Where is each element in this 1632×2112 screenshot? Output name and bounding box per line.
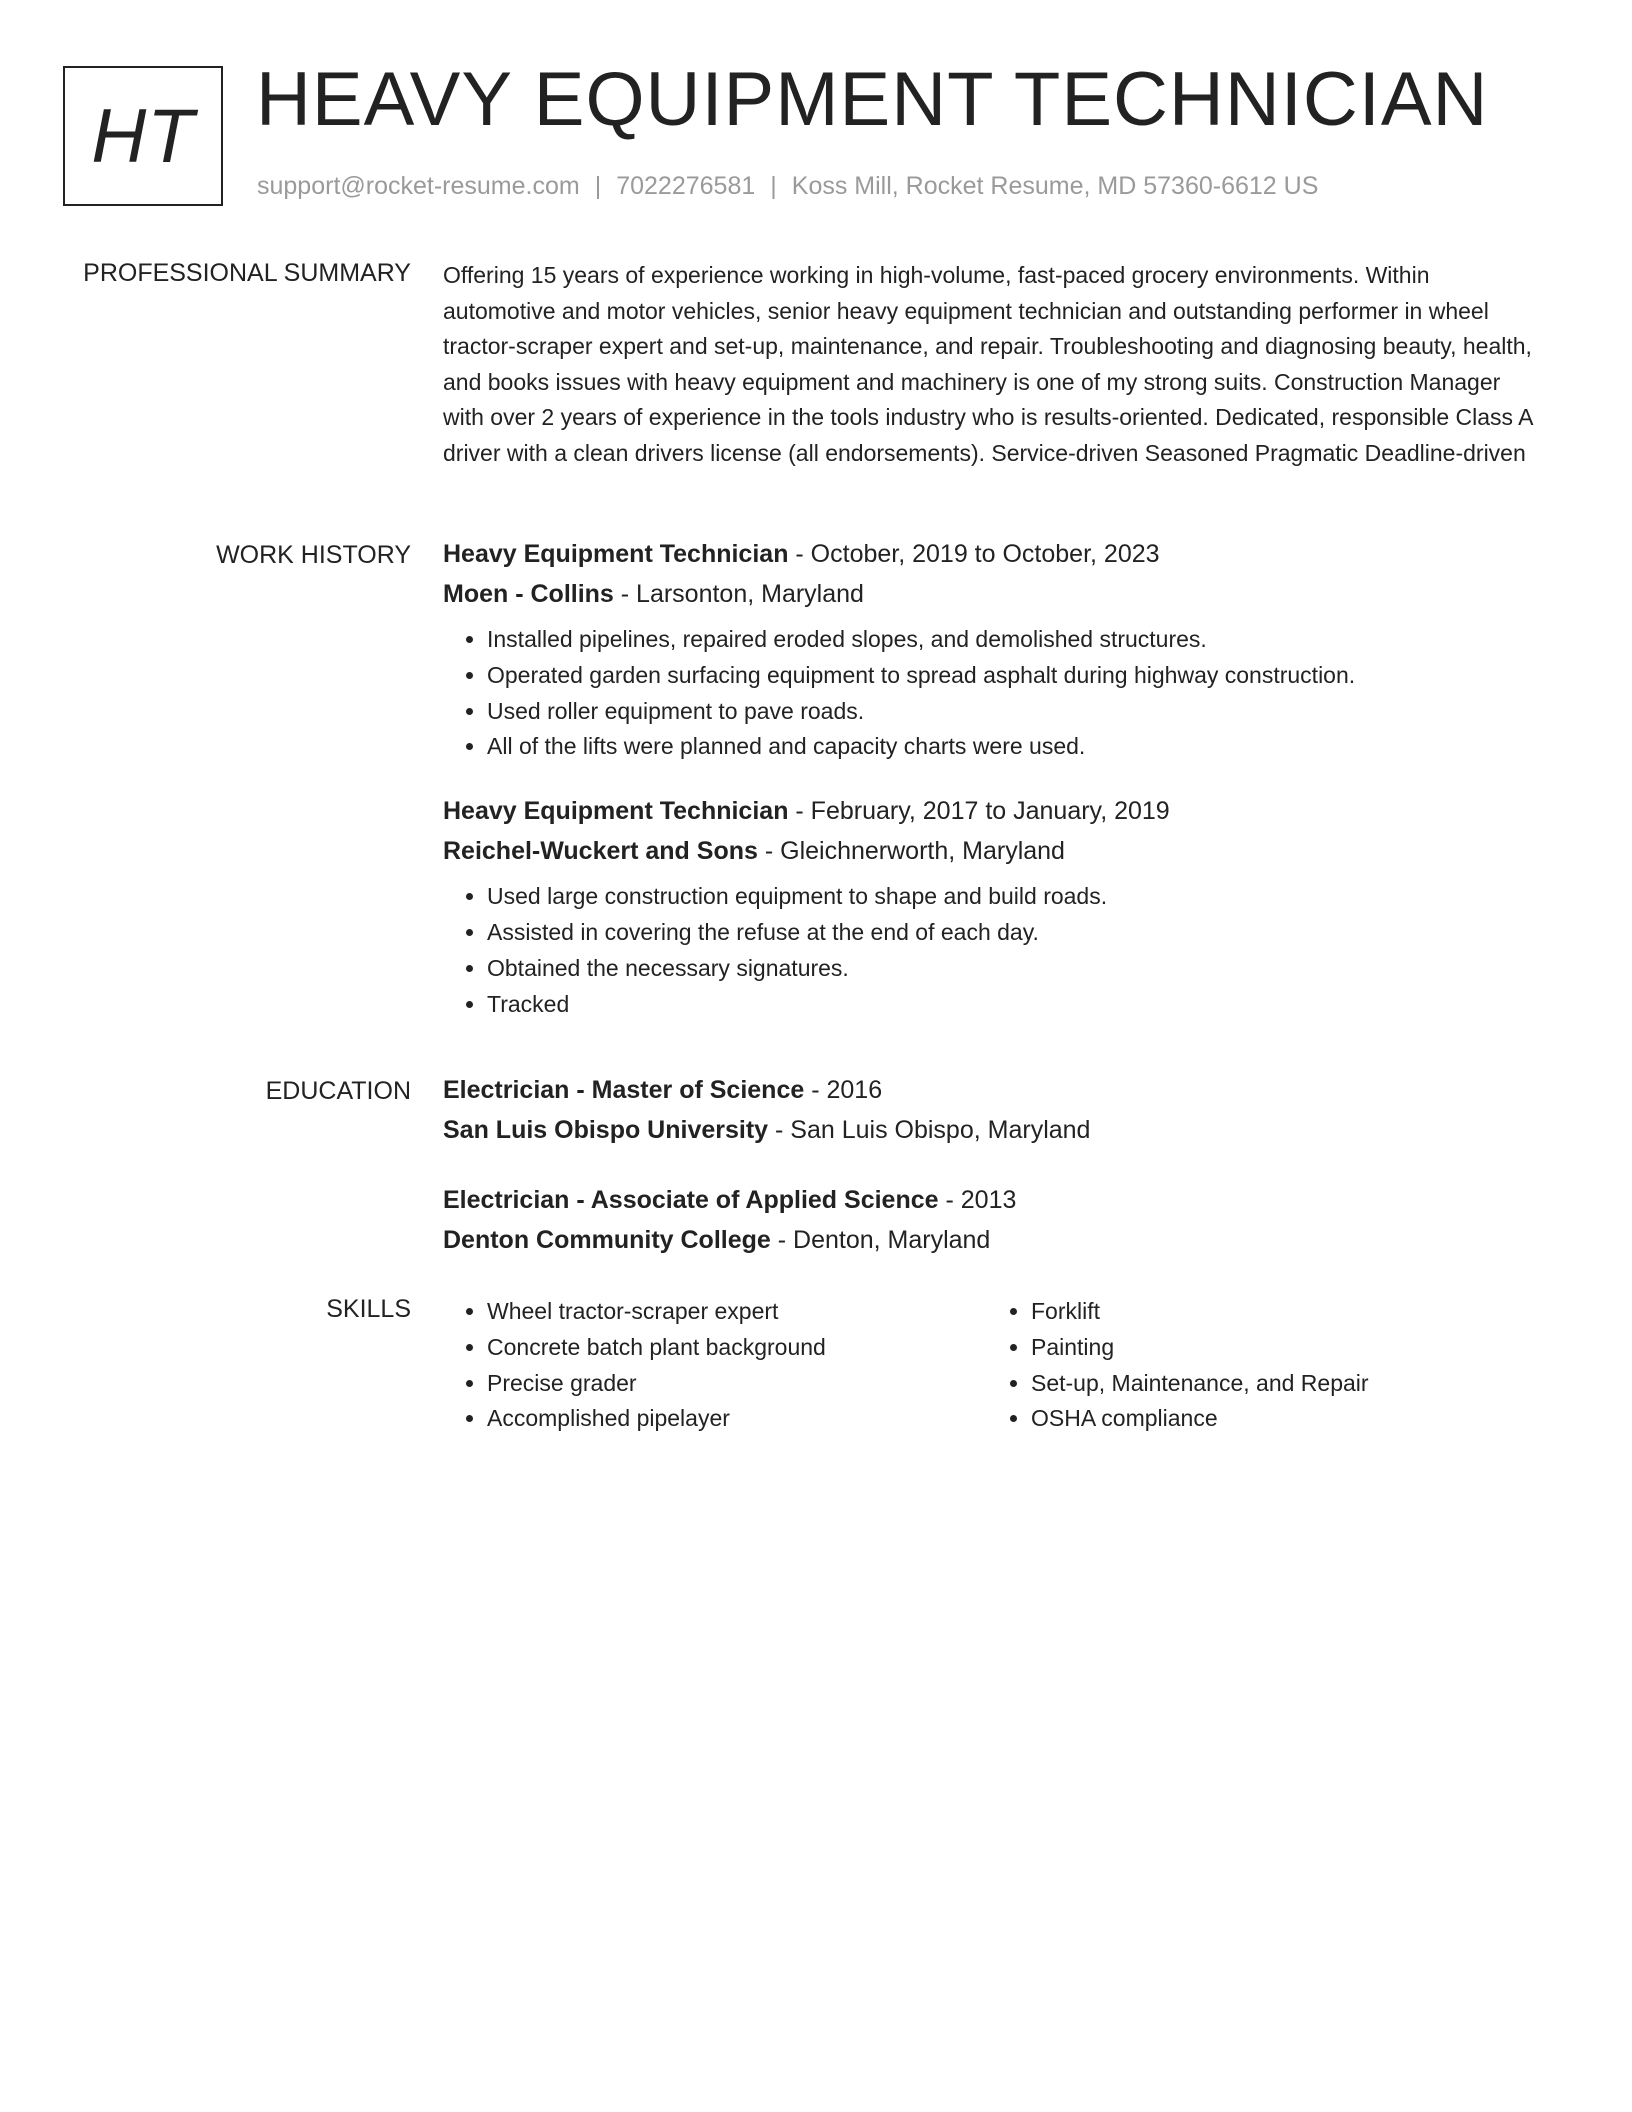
job-dates: - February, 2017 to January, 2019 xyxy=(788,797,1170,826)
skill-item: • Set-up, Maintenance, and Repair xyxy=(1031,1366,1531,1402)
job-company-line xyxy=(443,574,1543,614)
skills-list xyxy=(443,1294,987,1437)
contact-email: support@rocket-resume.com xyxy=(257,172,580,200)
skills-column-right xyxy=(987,1294,1531,1437)
education-school-line xyxy=(443,1220,1543,1260)
section-label-summary: PROFESSIONAL SUMMARY xyxy=(83,259,411,287)
monogram-box xyxy=(63,66,223,206)
job-title-line xyxy=(443,534,1543,574)
education-location: - San Luis Obispo, Maryland xyxy=(768,1116,1091,1144)
job-title-line xyxy=(443,791,1543,831)
job-bullet: • Used large construction equipment to shape and build roads. xyxy=(487,879,1543,915)
job-location: - Larsonton, Maryland xyxy=(613,580,864,608)
skill-item: • Wheel tractor-scraper expert xyxy=(487,1294,987,1330)
summary-text: Offering 15 years of experience working in high-volume, fast-paced grocery environments. Within automotive and motor vehicles, senior heavy equipment technician and outstanding performer in wheel tractor-scraper expert and set-up, maintenance, and repair. Troubleshooting and diagnosing beauty, health, and books issues with heavy equipment and machinery is one of my strong suits. Construction Manager with over 2 years of experience in the tools industry who is results-oriented. Dedicated, responsible Class A driver with a clean drivers license (all endorsements). Service-driven Seasoned Pragmatic Deadline-driven xyxy=(443,262,1533,466)
education-school: Denton Community College xyxy=(443,1226,771,1254)
education-entry xyxy=(443,1070,1543,1150)
contact-line xyxy=(257,172,1318,201)
education-degree: Electrician - Master of Science xyxy=(443,1076,805,1104)
job-bullet: • Operated garden surfacing equipment to spread asphalt during highway construction. xyxy=(487,658,1543,694)
job-location: - Gleichnerworth, Maryland xyxy=(757,837,1065,866)
skills-grid xyxy=(443,1294,1543,1437)
section-label-education: EDUCATION xyxy=(265,1077,411,1105)
contact-separator: | xyxy=(594,172,602,200)
education-degree: Electrician - Associate of Applied Science xyxy=(443,1186,939,1214)
contact-phone: 7022276581 xyxy=(616,172,756,200)
job-title: Heavy Equipment Technician xyxy=(443,797,789,826)
job-bullet: • Tracked xyxy=(487,987,1543,1023)
resume-title: HEAVY EQUIPMENT TECHNICIAN xyxy=(256,57,1489,142)
education-year: - 2013 xyxy=(938,1186,1017,1214)
education-school: San Luis Obispo University xyxy=(443,1116,769,1144)
section-label-work-history: WORK HISTORY xyxy=(216,541,411,569)
education-school-line xyxy=(443,1110,1543,1150)
education-year: - 2016 xyxy=(804,1076,883,1104)
job-title: Heavy Equipment Technician xyxy=(443,540,789,568)
job-company-line xyxy=(443,831,1543,871)
job-entry xyxy=(443,791,1543,1022)
job-dates: - October, 2019 to October, 2023 xyxy=(788,540,1160,568)
skills-list xyxy=(987,1294,1531,1437)
skill-item: • Accomplished pipelayer xyxy=(487,1401,987,1437)
job-company: Moen - Collins xyxy=(443,580,614,608)
skill-item: • Forklift xyxy=(1031,1294,1531,1330)
job-bullets xyxy=(443,622,1543,765)
job-bullets xyxy=(443,879,1543,1022)
job-company: Reichel-Wuckert and Sons xyxy=(443,837,758,866)
monogram-initials: HT xyxy=(91,93,195,179)
skill-item: • Painting xyxy=(1031,1330,1531,1366)
skill-item: • Concrete batch plant background xyxy=(487,1330,987,1366)
education-location: - Denton, Maryland xyxy=(770,1226,991,1254)
job-bullet: • Obtained the necessary signatures. xyxy=(487,951,1543,987)
contact-address: Koss Mill, Rocket Resume, MD 57360-6612 US xyxy=(791,172,1319,200)
contact-separator: | xyxy=(770,172,777,200)
job-bullet: • Installed pipelines, repaired eroded slopes, and demolished structures. xyxy=(487,622,1543,658)
job-entry xyxy=(443,534,1543,765)
job-bullet: • Used roller equipment to pave roads. xyxy=(487,694,1543,730)
section-label-skills: SKILLS xyxy=(326,1295,411,1323)
job-bullet: • All of the lifts were planned and capacity charts were used. xyxy=(487,729,1543,765)
skill-item: • Precise grader xyxy=(487,1366,987,1402)
job-bullet: • Assisted in covering the refuse at the end of each day. xyxy=(487,915,1543,951)
education-degree-line xyxy=(443,1180,1543,1220)
education-entry xyxy=(443,1180,1543,1260)
skills-column-left xyxy=(443,1294,987,1437)
education-degree-line xyxy=(443,1070,1543,1110)
skill-item: • OSHA compliance xyxy=(1031,1401,1531,1437)
